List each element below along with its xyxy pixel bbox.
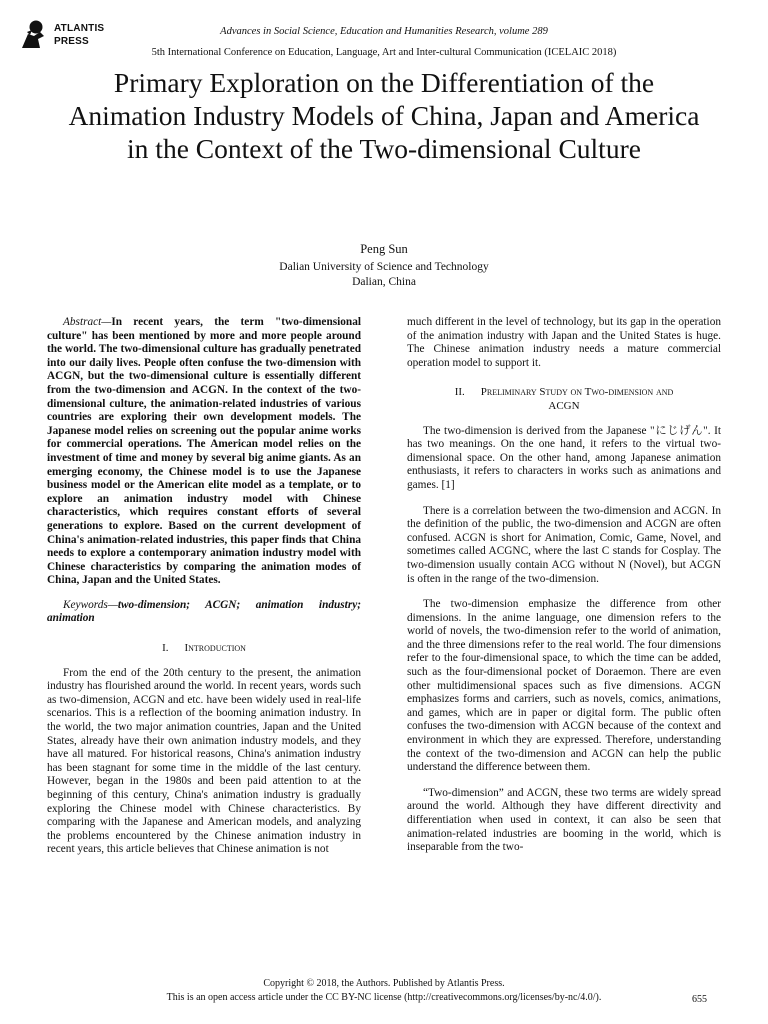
author-affiliation (0, 260, 768, 290)
logo-line2: PRESS (54, 36, 89, 47)
keywords-text: two-dimension; ACGN; animation industry; animation (47, 598, 361, 625)
section-title: Introduction (184, 642, 246, 655)
section-number: I. (162, 642, 169, 655)
body-paragraph: “Two-dimension” and ACGN, these two terms are widely spread around the world. Although they have different directivity and differentiation when used in context, it can also be seen that animation-related industries are booming in the world, which is inseparable from the two- (407, 786, 721, 854)
affiliation-line-2: Dalian, China (352, 276, 416, 288)
abstract-label: Abstract— (63, 316, 112, 328)
keywords-label: Keywords— (63, 598, 118, 611)
page-number: 655 (692, 994, 707, 1005)
body-paragraph: There is a correlation between the two-dimension and ACGN. In the definition of the public, the two-dimension and ACGN are often confused. ACGN is short for Animation, Comic, Game, Novel, and sometimes called ACGNC, where the last C stands for Cosplay. The two-dimension usually contain ACG without N (Novel), but ACGN is often in the range of the two-dimension. (407, 504, 721, 585)
logo-line1: ATLANTIS (54, 23, 105, 34)
section-title-line1: Preliminary Study on Two-dimension and (480, 386, 674, 399)
license-line: This is an open access article under the CC BY-NC license (http://creativecommons.org/licenses/by-nc/4.0/). (166, 992, 602, 1003)
journal-header: Advances in Social Science, Education and Humanities Research, volume 289 (220, 26, 548, 37)
conference-header: 5th International Conference on Education, Language, Art and Inter-cultural Communication (ICELAIC 2018) (151, 47, 617, 58)
affiliation-line-1: Dalian University of Science and Technology (279, 261, 489, 273)
copyright-line: Copyright © 2018, the Authors. Published by Atlantis Press. (263, 978, 505, 989)
paper-title: Primary Exploration on the Differentiation of the Animation Industry Models of China, Japan and America in the Context of the Two-dimensional Culture (68, 67, 700, 164)
keywords (47, 599, 361, 626)
right-column (407, 316, 721, 855)
abstract-text: In recent years, the term "two-dimensional culture" has been mentioned by more and more people around the world. The two-dimensional culture has gradually penetrated into our daily lives. People often confuse the two-dimension with ACGN, but the two-dimensional culture is essentially different from the two-dimension and ACGN. In the context of the two-dimensional culture, the animation-related industries of various countries are exploring their own development models. The Japanese model relies on screening out the popular anime works for commercial operations. The American model relies on the investment of time and money by several big anime giants. As an emerging economy, the Chinese model is to use the Japanese business model or the American elite model as a template, or to explore an animation industry model with Chinese characteristics, which requires constant efforts of several generations to explore. Based on the current development of China's animation-related industries, this paper finds that China needs to explore a contemporary animation industry model with Chinese characteristics by comparing the animation modes of China, Japan and the United States. (47, 316, 361, 587)
body-paragraph: The two-dimension is derived from the Japanese "にじげん". It has two meanings. On the one hand, it refers to the virtual two-dimensional space. On the other hand, among Japanese animation enthusiasts, it refers to characters in works such as animations and games. [1] (407, 424, 721, 491)
abstract (47, 316, 361, 588)
body-paragraph: The two-dimension emphasize the difference from other dimensions. In the anime language, one dimension refers to the world of novels, the two-dimension refer to the world of animation, and the three dimensions refer to the real world. The four dimensions refer to the four-dimensional space, to which the time can be added, such as the four-dimensional pocket of Doraemon. There are even other multidimensional spaces such as five dimensions. ACGN emphasizes forms and carriers, such as novels, comics, animations, and games, which are in paper or digital form. The public often confuses the two-dimension with ACGN because of the context and environment in which they are expressed. Therefore, understanding the context of the two-dimension and ACGN can help the public understand the difference between them. (407, 598, 721, 774)
section-heading-preliminary-study (407, 386, 721, 413)
copyright-footer (0, 977, 768, 1005)
left-column (47, 316, 361, 857)
section-heading-introduction (47, 642, 361, 656)
author-name: Peng Sun (360, 242, 408, 256)
body-paragraph: From the end of the 20th century to the present, the animation industry has flourished around the world. In recent years, words such as two-dimension, ACGN and etc. have been widely used in real-life scenarios. This is a reflection of the booming animation industry. In the world, the two major animation countries, Japan and the United States, already have their own animation industry models, and they have all matured. For historical reasons, China's animation industry has been stagnant for some time in the middle of the last century. However, began in the 1980s and been paid attention to at the beginning of this century, China's animation industry is gradually exploring the Chinese model with Chinese characteristics. By comparing with the Japanese and American models, and analyzing the problems encountered by the Chinese animation industry in recent years, this article believes that Chinese animation is not (47, 666, 361, 856)
body-paragraph-continued: much different in the level of technology, but its gap in the operation of the animation industry with Japan and the United States is huge. The Chinese animation industry needs a mature commercial operation model to support it. (407, 316, 721, 369)
section-number: II. (454, 386, 465, 399)
section-title-line2: ACGN (548, 399, 580, 412)
